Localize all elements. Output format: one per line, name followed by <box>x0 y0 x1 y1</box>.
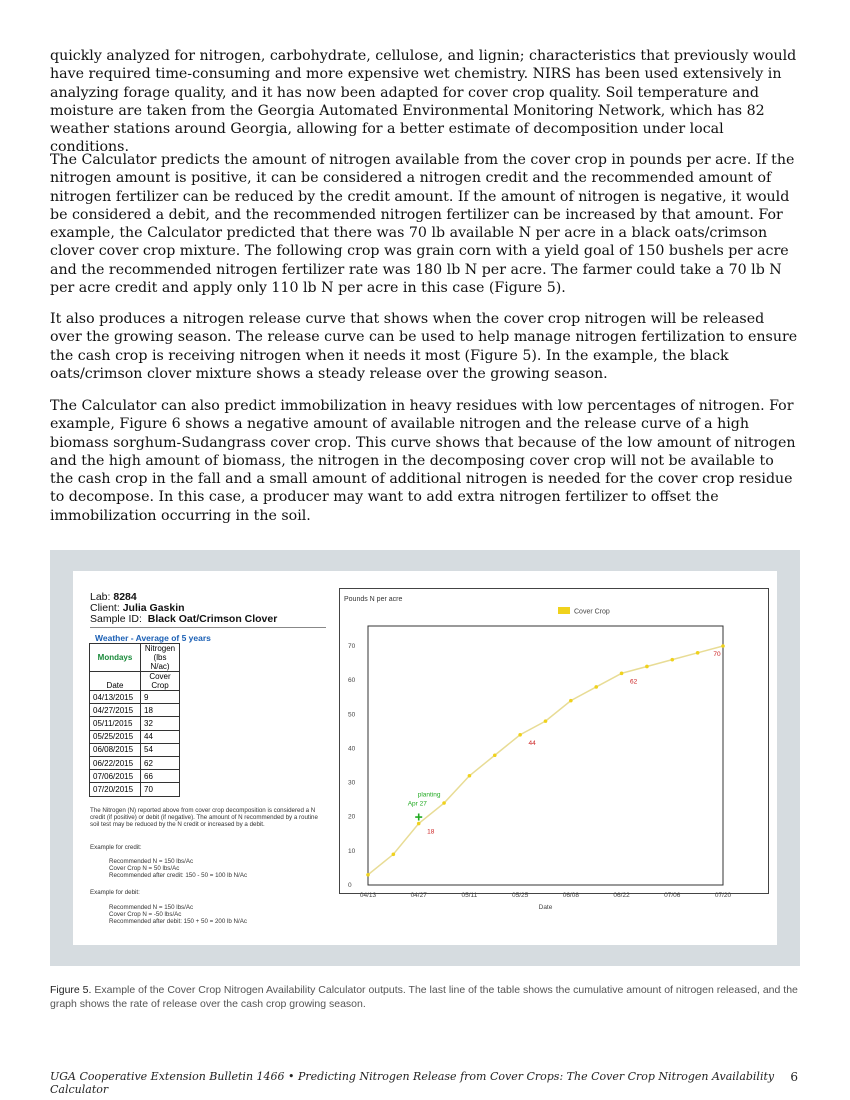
x-axis-label: Date <box>538 904 553 911</box>
nitrogen-header-b: (lbs N/ac) <box>150 653 170 671</box>
paragraph-3: It also produces a nitrogen release curve that shows when the cover crop nitrogen will be released over the growing season. The release curve can be used to help manage nitrogen fertilization to ensure the cash crop is receiving nitrogen when it needs it most (Figure 5). In the example, the black oats/crimson clover mixture shows a steady release over the growing season. <box>50 311 798 382</box>
x-tick-label: 05/11 <box>461 892 478 899</box>
page-number: 6 <box>790 1070 798 1084</box>
credit-example-title: Example for credit: <box>90 844 142 851</box>
data-point <box>721 644 725 648</box>
y-tick-label: 0 <box>348 882 352 889</box>
x-tick-label: 04/27 <box>410 892 427 899</box>
row-date: 06/22/2015 <box>90 756 141 769</box>
row-date: 07/20/2015 <box>90 783 141 796</box>
debit-example-title: Example for debit: <box>90 889 140 896</box>
row-value: 18 <box>141 704 180 717</box>
row-value: 44 <box>141 730 180 743</box>
data-point <box>569 699 573 703</box>
cover-crop-subheader <box>141 672 180 691</box>
series-line-cover-crop <box>368 646 723 875</box>
paragraph-1: quickly analyzed for nitrogen, carbohydrate, cellulose, and lignin; characteristics that previously would have required time-consuming and more expensive wet chemistry. NIRS has been used extensively in analyzing forage quality, and it has now been adapted for cover crop quality. Soil temperature and moisture are taken from the Georgia Automated Environmental Monitoring Network, which has 82 weather stations around Georgia, allowing for a better estimate of decomposition under local conditions. <box>50 48 797 156</box>
sample-label: Sample ID: <box>90 613 142 625</box>
table-row <box>90 756 180 769</box>
lab-label: Lab: <box>90 591 111 603</box>
client-label: Client: <box>90 602 120 614</box>
data-point <box>417 822 421 826</box>
table-row <box>90 783 180 796</box>
sample-value: Black Oat/Crimson Clover <box>147 613 278 625</box>
x-tick-label: 06/08 <box>562 892 579 899</box>
data-label: 62 <box>629 678 638 686</box>
planting-marker-icon <box>415 814 422 821</box>
y-tick-label: 60 <box>348 677 356 685</box>
sample-line <box>90 613 277 625</box>
planting-date-label: Apr 27 <box>407 800 427 808</box>
y-tick-label: 70 <box>348 643 356 650</box>
divider <box>90 627 326 628</box>
figure-report-panel <box>73 571 777 945</box>
y-tick-label: 10 <box>348 847 356 855</box>
credit-line-3: Recommended after credit: 150 - 50 = 100 lb N/Ac <box>109 872 248 879</box>
n-credit-note: The Nitrogen (N) reported above from cover crop decomposition is considered a N credit (if positive) or debit (if negative). The amount of N recommended by a routine soil test may be reduced by the N credit or increased by a debit. <box>90 807 318 828</box>
data-label: 18 <box>427 828 435 836</box>
data-point <box>518 733 522 737</box>
table-row <box>90 691 180 704</box>
y-axis-label: Pounds N per acre <box>344 596 403 603</box>
row-value: 9 <box>141 691 180 704</box>
data-point <box>696 651 700 655</box>
table-row <box>90 743 180 756</box>
legend-swatch <box>558 607 570 614</box>
table-row <box>90 770 180 783</box>
footer-text: UGA Cooperative Extension Bulletin 1466 • Predicting Nitrogen Release from Cover Crops: The Cover Crop Nitrogen Availability Calculator <box>50 1070 775 1096</box>
x-tick-label: 07/20 <box>714 892 732 899</box>
client-value: Julia Gaskin <box>122 602 185 614</box>
credit-line-2: Cover Crop N = 50 lbs/Ac <box>109 865 180 872</box>
figure-caption <box>50 983 810 1011</box>
nitrogen-table <box>89 643 180 797</box>
cover-crop-subheader-b: Crop <box>151 681 169 690</box>
figure-5 <box>50 550 800 966</box>
credit-line-1: Recommended N = 150 lbs/Ac <box>109 858 194 865</box>
data-point <box>442 801 446 805</box>
paragraph-4: The Calculator can also predict immobilization in heavy residues with low percentages of nitrogen. For example, Figure 6 shows a negative amount of available nitrogen and the release curve of a high biomass sorghum-Sudangrass cover crop. This curve shows that because of the low amount of nitrogen and the high amount of biomass, the nitrogen in the decomposing cover crop will not be available to the cash crop in the fall and a small amount of additional nitrogen is needed for the cover crop residue to decompose. In this case, a producer may want to add extra nitrogen fertilizer to offset the immobilization occurring in the soil. <box>50 398 796 524</box>
debit-line-2: Cover Crop N = -50 lbs/Ac <box>109 911 182 918</box>
legend-label: Cover Crop <box>574 608 610 616</box>
data-label: 44 <box>528 739 536 747</box>
chart-svg <box>340 589 768 911</box>
date-subheader: Date <box>90 672 141 691</box>
y-tick-label: 40 <box>348 745 356 753</box>
row-date: 06/08/2015 <box>90 743 141 756</box>
data-point <box>493 753 497 757</box>
row-value: 32 <box>141 717 180 730</box>
debit-line-1: Recommended N = 150 lbs/Ac <box>109 904 194 911</box>
row-date: 04/13/2015 <box>90 691 141 704</box>
nitrogen-table-body <box>90 691 180 797</box>
mondays-header: Mondays <box>90 644 141 672</box>
table-row <box>90 730 180 743</box>
data-label: 70 <box>713 651 721 658</box>
plot-frame <box>368 626 723 885</box>
data-point <box>594 685 598 689</box>
row-date: 04/27/2015 <box>90 704 141 717</box>
row-value: 70 <box>141 783 180 796</box>
x-tick-label: 07/06 <box>664 892 681 899</box>
data-point <box>366 873 370 877</box>
x-tick-label: 06/22 <box>613 892 630 899</box>
data-point <box>645 665 649 669</box>
data-point <box>468 774 472 778</box>
data-point <box>544 719 548 723</box>
row-date: 05/11/2015 <box>90 717 141 730</box>
table-row <box>90 704 180 717</box>
paragraph-2: The Calculator predicts the amount of nitrogen available from the cover crop in pounds per acre. If the nitrogen amount is positive, it can be considered a nitrogen credit and the recommended amount of nitrogen fertilizer can be reduced by the credit amount. If the amount of nitrogen is negative, it would be considered a debit, and the recommended nitrogen fertilizer can be increased by that amount. For example, the Calculator predicted that there was 70 lb available N per acre in a black oats/crimson clover cover crop mixture. The following crop was grain corn with a yield goal of 150 bushels per acre and the recommended nitrogen fertilizer rate was 180 lb N per acre. The farmer could take a 70 lb N per acre credit and apply only 110 lb N per acre in this case (Figure 5). <box>50 152 795 297</box>
planting-annotation-label: planting <box>417 791 441 799</box>
x-tick-label: 05/25 <box>512 892 529 899</box>
data-point <box>392 852 396 856</box>
y-tick-label: 20 <box>348 813 356 821</box>
row-date: 07/06/2015 <box>90 770 141 783</box>
debit-line-3: Recommended after debit: 150 + 50 = 200 lb N/Ac <box>109 918 247 925</box>
nitrogen-release-chart <box>339 588 769 911</box>
row-value: 62 <box>141 756 180 769</box>
y-tick-label: 50 <box>348 711 356 719</box>
y-tick-label: 30 <box>348 779 356 787</box>
table-row <box>90 717 180 730</box>
x-tick-label: 04/13 <box>359 892 377 899</box>
data-point <box>670 658 674 662</box>
caption-text: Example of the Cover Crop Nitrogen Availability Calculator outputs. The last line of the table shows the cumulative amount of nitrogen released, and the graph shows the rate of release over the cash crop growing season. <box>50 984 798 1010</box>
cover-crop-subheader-a: Cover <box>149 672 171 681</box>
row-date: 05/25/2015 <box>90 730 141 743</box>
weather-title: Weather - Average of 5 years <box>95 633 211 643</box>
lab-value: 8284 <box>113 591 137 603</box>
caption-label: Figure 5. <box>50 984 92 996</box>
row-value: 66 <box>141 770 180 783</box>
row-value: 54 <box>141 743 180 756</box>
nitrogen-header-a: Nitrogen <box>144 644 176 653</box>
data-point <box>620 672 624 676</box>
nitrogen-header <box>141 644 180 672</box>
